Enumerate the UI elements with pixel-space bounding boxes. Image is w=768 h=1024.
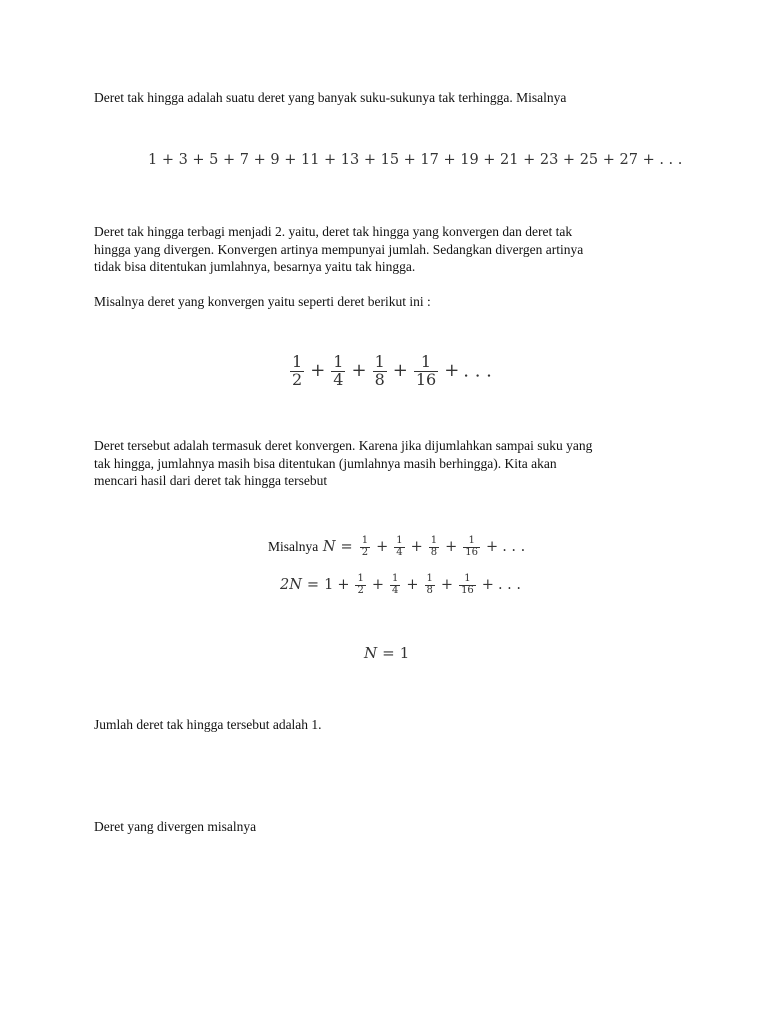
fraction: $\frac{1}{8}$ (374, 352, 385, 389)
paragraph-types (94, 223, 694, 276)
misalnya-label: Misalnya (268, 539, 319, 554)
paragraph-line: hingga yang divergen. Konvergen artinya mempunyai jumlah. Sedangkan divergen artinya (94, 241, 584, 257)
paragraph-intro: Deret tak hingga adalah suatu deret yang banyak suku-sukunya tak terhingga. Misalnya (94, 90, 567, 105)
paragraph-line: mencari hasil dari deret tak hingga tersebut (94, 473, 328, 488)
equation-convergent-series: $\frac{1}{2}$ + $\frac{1}{4}$ + $\frac{1}{8}$ + $\frac{1}{16}$ + . . . (292, 352, 492, 389)
paragraph-line: Deret tersebut adalah termasuk deret konvergen. Karena jika dijumlahkan sampai suku yang (94, 438, 593, 453)
paragraph-convergent-example: Misalnya deret yang konvergen yaitu seperti deret berikut ini : (94, 294, 431, 309)
equation-n-definition: Misalnya N = $\frac{1}{2}$ + $\frac{1}{4}$ + $\frac{1}{8}$ + $\frac{1}{16}$ + . . . (268, 535, 526, 558)
fraction: $\frac{1}{16}$ (465, 535, 479, 558)
fraction: $\frac{1}{8}$ (426, 573, 433, 596)
equation-result: N = 1 (364, 644, 410, 662)
fraction: $\frac{1}{16}$ (415, 352, 437, 389)
fraction: $\frac{1}{2}$ (361, 535, 369, 558)
fraction: $\frac{1}{2}$ (292, 352, 303, 389)
fraction: $\frac{1}{8}$ (430, 535, 438, 558)
fraction: $\frac{1}{16}$ (461, 573, 474, 596)
paragraph-sum-result: Jumlah deret tak hingga tersebut adalah 1. (94, 717, 322, 732)
fraction: $\frac{1}{4}$ (392, 573, 399, 596)
paragraph-explanation (94, 437, 694, 490)
paragraph-divergent-example: Deret yang divergen misalnya (94, 819, 257, 834)
fraction: $\frac{1}{4}$ (333, 352, 344, 389)
paragraph-line: tak hingga, jumlahnya masih bisa ditentukan (jumlahnya masih berhingga). Kita akan (94, 455, 557, 471)
fraction: $\frac{1}{4}$ (396, 535, 403, 558)
equation-odd-series: 1 + 3 + 5 + 7 + 9 + 11 + 13 + 15 + 17 + 19 + 21 + 23 + 25 + 27 + . . . (148, 152, 683, 168)
fraction: $\frac{1}{2}$ (357, 573, 364, 596)
paragraph-line: Deret tak hingga terbagi menjadi 2. yaitu, deret tak hingga yang konvergen dan deret tak (94, 224, 573, 239)
paragraph-line: tidak bisa ditentukan jumlahnya, besarnya yaitu tak hingga. (94, 259, 416, 274)
equation-two-n: 2N = 1 + $\frac{1}{2}$ + $\frac{1}{4}$ + $\frac{1}{8}$ + $\frac{1}{16}$ + . . . (280, 573, 521, 596)
